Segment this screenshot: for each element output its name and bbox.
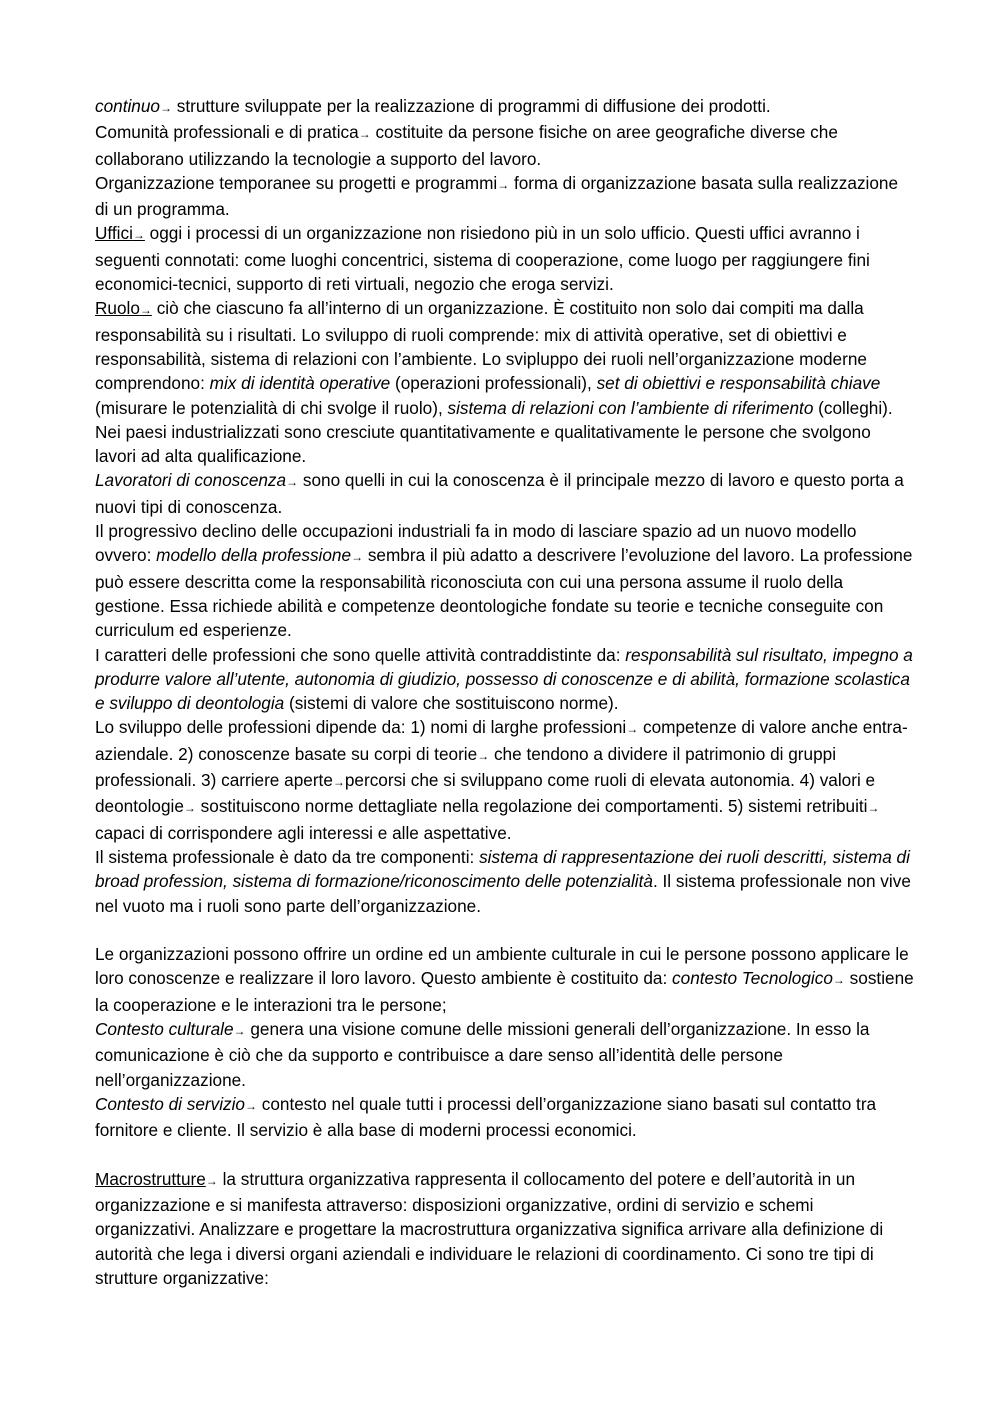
term-organizzazione-temporanee: Organizzazione temporanee su progetti e programmi	[95, 172, 498, 193]
term-ruolo	[95, 298, 152, 318]
term-modello-professione: modello della professione	[156, 545, 352, 566]
paragraph-text: Il sistema professionale è dato da tre componenti:	[95, 846, 480, 867]
paragraph-text: sostituiscono norme dettagliate nella regolazione dei comportamenti. 5) sistemi retribuiti	[195, 796, 868, 817]
paragraph-text: percorsi che si sviluppano come ruoli di elevata autonomia. 4) valori e deontologie	[95, 770, 876, 817]
paragraph-text: (sistemi di valore che sostituiscono norme).	[284, 693, 619, 714]
arrow-icon: →	[205, 1173, 218, 1188]
paragraph-text: capaci di corrispondere agli interessi e alle aspettative.	[95, 822, 512, 843]
paragraph-text: sembra il più adatto a descrivere l’evoluzione del lavoro. La professione può essere descritta come la responsabilità riconosciuta con cui una persona assume il ruolo della gestione. Essa richiede abilità e competenze deontologiche fondate su teorie e tecniche conseguite con curriculum ed esperienze.	[95, 545, 913, 641]
paragraph-text: sostiene la cooperazione e le interazioni tra le persone;	[95, 968, 914, 1015]
italic-phrase: responsabilità sul risultato, impegno a produrre valore all’utente, autonomia di giudizio, possesso di conoscenze e di abilità, formazione scolastica e sviluppo di deontologia	[95, 644, 913, 714]
arrow-icon: →	[233, 1023, 246, 1038]
paragraph-contesto-culturale	[95, 1017, 915, 1092]
paragraph-caratteri-professioni	[95, 643, 915, 716]
paragraph-text: I caratteri delle professioni che sono quelle attività contraddistinte da:	[95, 644, 626, 665]
paragraph-lavoratori-conoscenza	[95, 468, 915, 519]
arrow-icon: →	[286, 475, 299, 490]
italic-phrase: sistema di relazioni con l’ambiente di riferimento	[447, 397, 814, 418]
paragraph-text: (operazioni professionali),	[390, 373, 597, 394]
arrow-icon: →	[132, 228, 145, 243]
term-uffici-label: Uffici	[95, 223, 133, 244]
paragraph-text: competenze di valore anche entra-aziendale. 2) conoscenze basate su corpi di teorie	[95, 717, 908, 764]
arrow-icon: →	[832, 973, 845, 988]
arrow-icon: →	[358, 127, 371, 142]
arrow-icon: →	[183, 801, 196, 816]
paragraph-text: che tendono a dividere il patrimonio di gruppi professionali. 3) carriere aperte	[95, 743, 837, 791]
paragraph-organizzazione-temporanee	[95, 171, 915, 222]
term-lavoratori-conoscenza: Lavoratori di conoscenza	[95, 470, 287, 491]
paragraph-contesto-servizio	[95, 1092, 915, 1143]
paragraph-text: forma di organizzazione basata sulla realizzazione di un programma.	[95, 172, 899, 220]
paragraph-text: sono quelli in cui la conoscenza è il principale mezzo di lavoro e questo porta a nuovi tipi di conoscenza.	[95, 470, 904, 517]
term-ruolo-label: Ruolo	[95, 298, 140, 319]
term-comunita: Comunità professionali e di pratica	[95, 122, 359, 143]
paragraph-text: strutture sviluppate per la realizzazione di programmi di diffusione dei prodotti.	[171, 96, 771, 116]
paragraph-text: oggi i processi di un organizzazione non risiedono più in un solo ufficio. Questi uffici avranno i seguenti connotati: come luoghi concentrici, sistema di cooperazione, come luogo per raggiungere fini economici-tecnici, supporto di reti virtuali, negozio che eroga servizi.	[95, 223, 870, 295]
paragraph-text: ciò che ciascuno fa all’interno di un organizzazione. È costituito non solo dai compiti ma dalla responsabilità su i risultati. Lo sviluppo di ruoli comprende: mix di attività operative, set di obiettivi e responsabilità, sistema di relazioni con l’ambiente. Lo svipluppo dei ruoli nell’organizzazione moderne comprendono:	[95, 298, 867, 394]
term-contesto-servizio: Contesto di servizio	[95, 1093, 245, 1114]
paragraph-macrostrutture	[95, 1167, 915, 1290]
paragraph-text: contesto nel quale tutti i processi dell’organizzazione siano basati sul contatto tra fornitore e cliente. Il servizio è alla base di moderni processi economici.	[95, 1093, 877, 1141]
arrow-icon: →	[139, 303, 152, 318]
term-contesto-culturale: Contesto culturale	[95, 1018, 234, 1039]
paragraph-text: Il progressivo declino delle occupazioni industriali fa in modo di lasciare spazio ad un nuovo modello ovvero:	[95, 521, 857, 566]
paragraph-text: (colleghi).	[813, 397, 893, 418]
paragraph-spacer	[95, 918, 915, 942]
paragraph-text: genera una visione comune delle missioni generali dell’organizzazione. In esso la comunicazione è ciò che da supporto e contribuisce a dare senso all’identità delle persone nell’organizzazione.	[95, 1018, 870, 1090]
term-macrostrutture: Macrostrutture	[95, 1168, 206, 1189]
arrow-icon: →	[332, 775, 345, 790]
paragraph-spacer	[95, 1142, 915, 1166]
arrow-icon: →	[626, 722, 639, 737]
paragraph-text: Le organizzazioni possono offrire un ordine ed un ambiente culturale in cui le persone possono applicare le loro conoscenze e realizzare il loro lavoro. Questo ambiente è costituito da:	[95, 944, 909, 989]
italic-phrase: set di obiettivi e responsabilità chiave	[596, 373, 881, 394]
arrow-icon: →	[497, 177, 510, 192]
paragraph-text: . Il sistema professionale non vive nel vuoto ma i ruoli sono parte dell’organizzazione.	[95, 871, 911, 916]
paragraph-sistema-professionale	[95, 845, 915, 918]
paragraph-comunita	[95, 120, 915, 171]
paragraph-text: Lo sviluppo delle professioni dipende da: 1) nomi di larghe professioni	[95, 717, 627, 738]
arrow-icon: →	[867, 801, 880, 816]
paragraph-organizzazioni-ambiente	[95, 942, 915, 1017]
arrow-icon: →	[477, 748, 490, 763]
paragraph-paesi-industrializzati: Nei paesi industrializzati sono cresciute quantitativamente e qualitativamente le persone che svolgono lavori ad alta qualificazione.	[95, 421, 871, 467]
arrow-icon: →	[244, 1098, 257, 1113]
term-contesto-tecnologico: contesto Tecnologico	[672, 968, 833, 989]
term-continuo: continuo	[95, 96, 160, 116]
paragraph-text: costituite da persone fisiche on aree geografiche diverse che collaborano utilizzando la tecnologie a supporto del lavoro.	[95, 122, 838, 169]
document-page	[95, 94, 915, 1290]
paragraph-ruolo	[95, 296, 915, 419]
italic-phrase: mix di identità operative	[209, 373, 391, 394]
arrow-icon: →	[159, 101, 172, 115]
paragraph-text: la struttura organizzativa rappresenta il collocamento del potere e dell’autorità in un organizzazione e si manifesta attraverso: disposizioni organizzative, ordini di servizio e schemi organizzativi. Analizzare e progettare la macrostruttura organizzativa significa arrivare alla definizione di autorità che lega i diversi organi aziendali e individuare le relazioni di coordinamento. Ci sono tre tipi di strutture organizzative:	[95, 1168, 884, 1288]
term-uffici	[95, 223, 145, 243]
paragraph-uffici	[95, 221, 915, 296]
arrow-icon: →	[351, 550, 364, 565]
paragraph-text: (misurare le potenzialità di chi svolge il ruolo),	[95, 397, 448, 418]
paragraph-modello-professione	[95, 519, 915, 642]
paragraph-continuo	[95, 94, 915, 120]
paragraph-sviluppo-professioni	[95, 715, 915, 844]
italic-phrase: sistema di rappresentazione dei ruoli descritti, sistema di broad profession, sistema di formazione/riconoscimento delle potenzialità	[95, 846, 910, 892]
